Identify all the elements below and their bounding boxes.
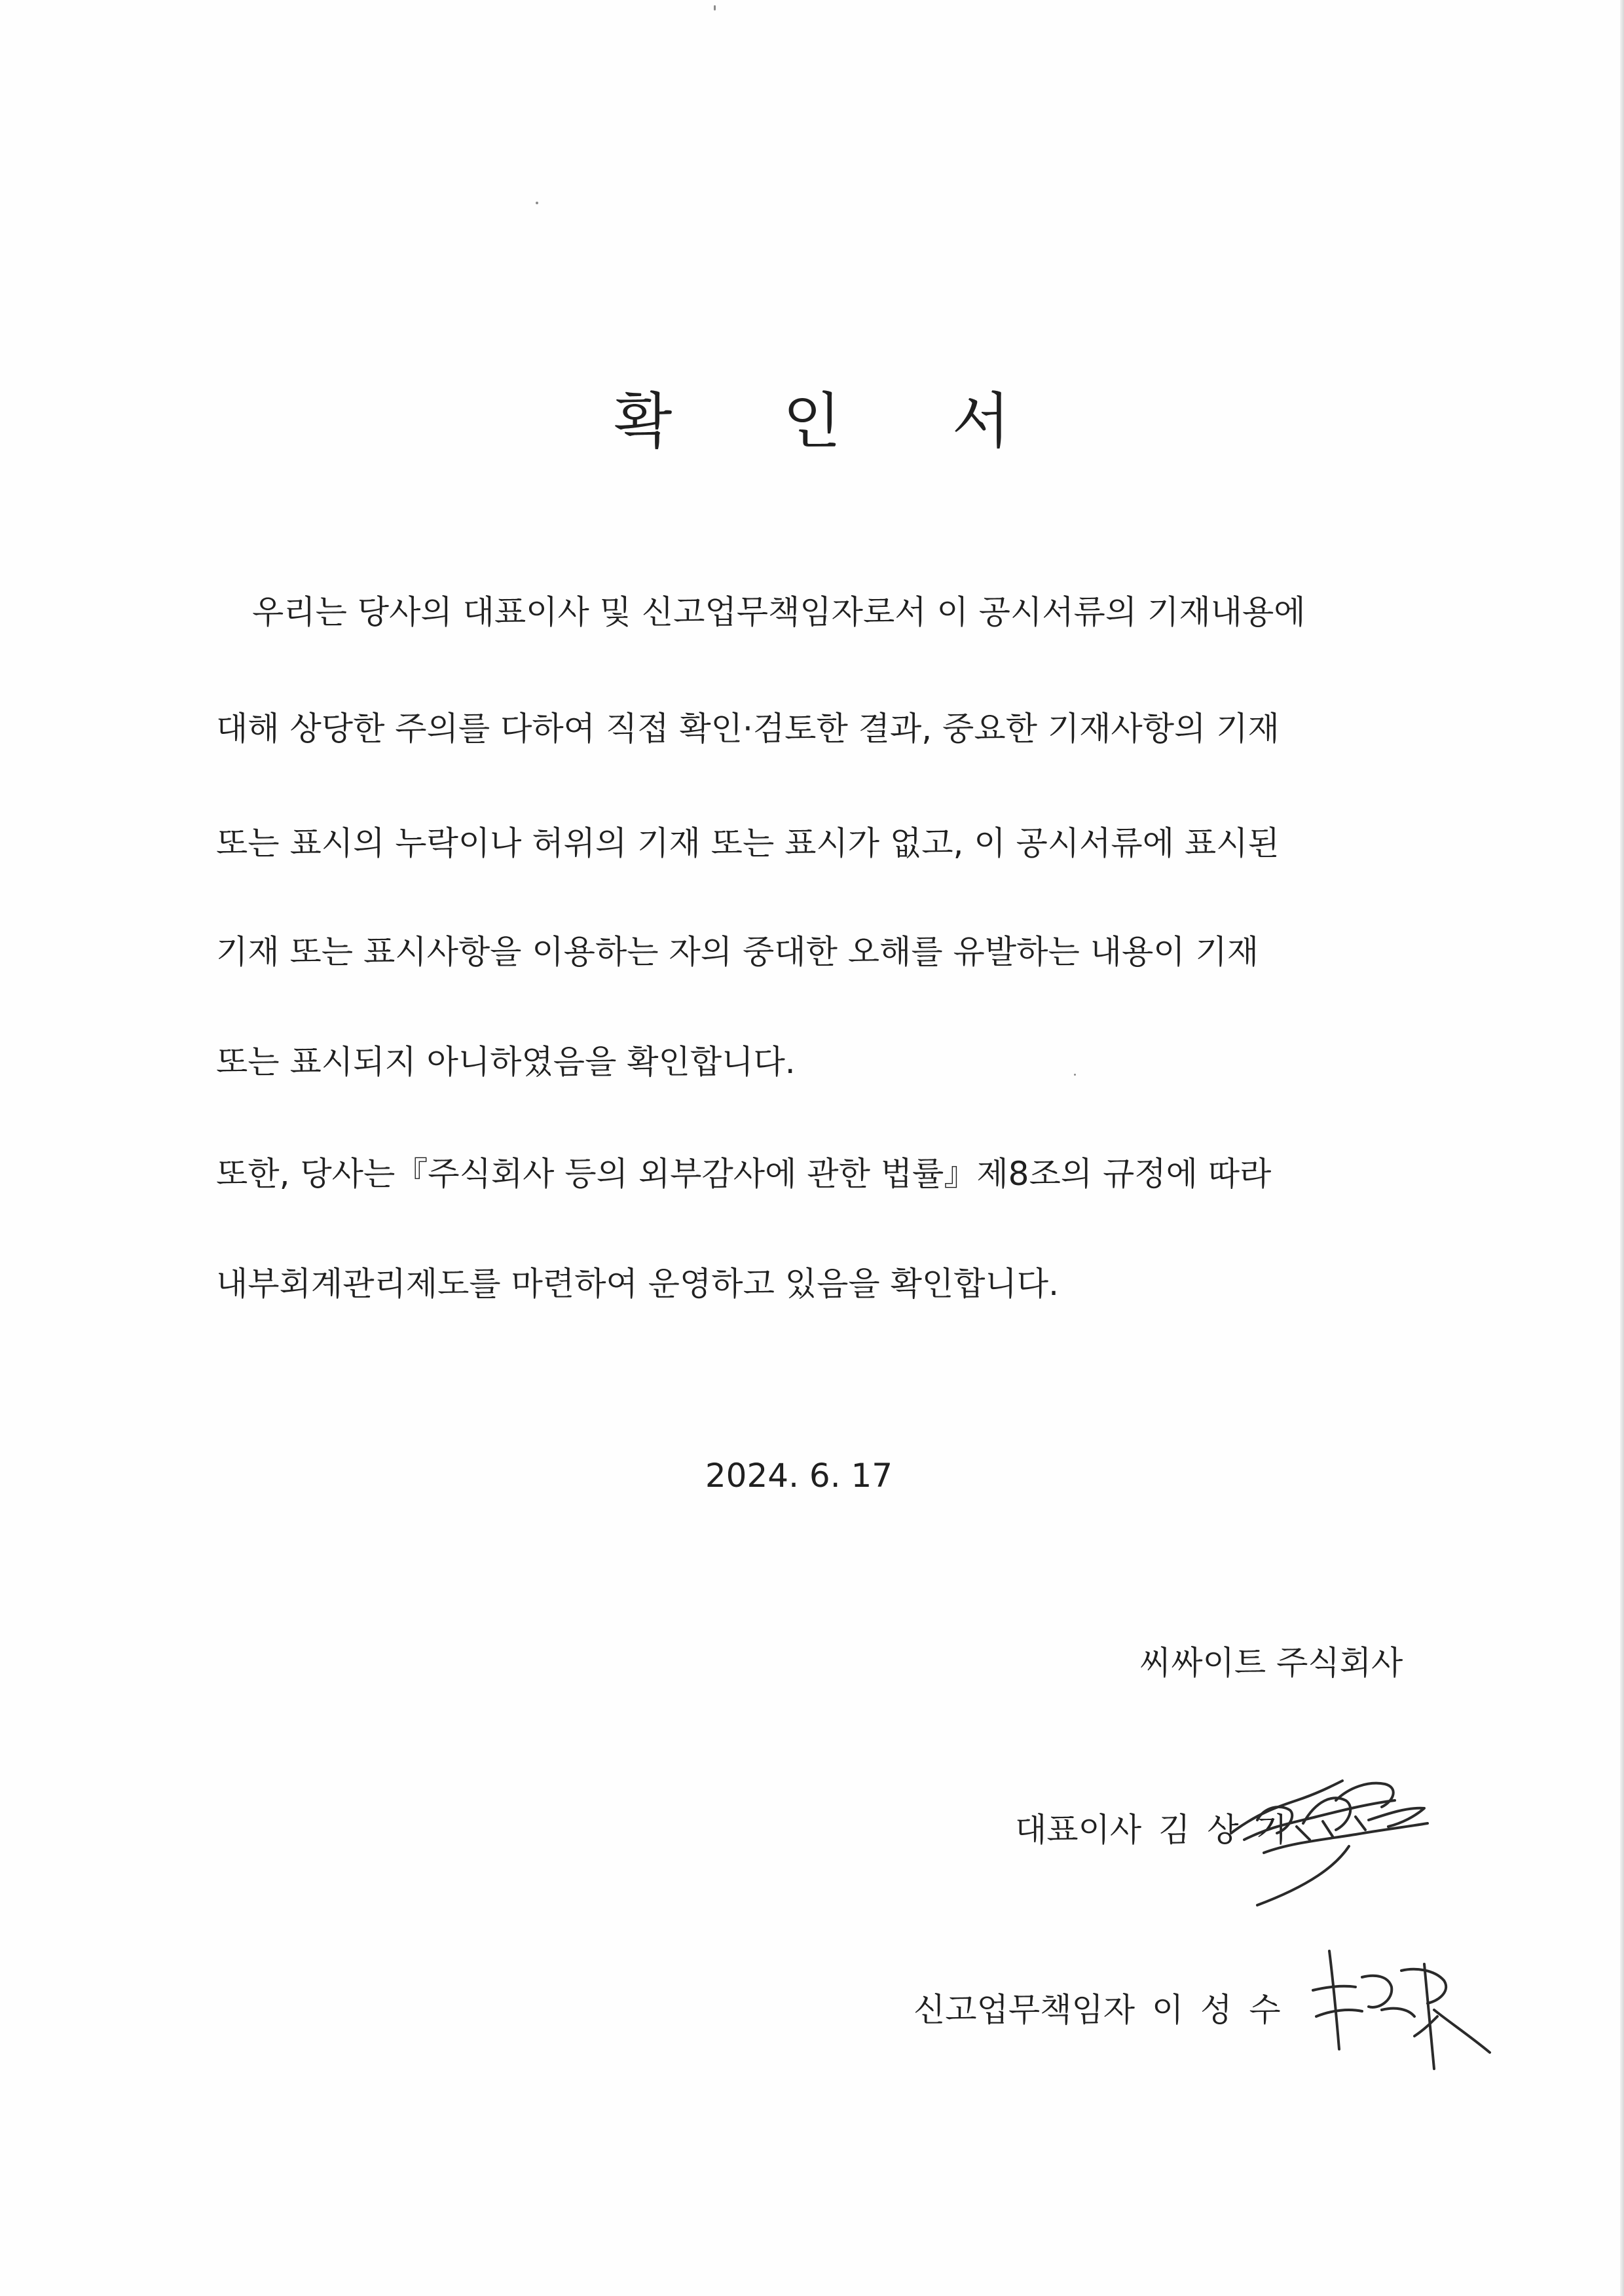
signer-disclosure-officer: 신고업무책임자 이 성 수 <box>913 1991 1281 2029</box>
company-name: 씨싸이트 주식회사 <box>1139 1644 1403 1682</box>
paragraph-2-line-1: 또한, 당사는『주식회사 등의 외부감사에 관한 법률』제8조의 규정에 따라 <box>216 1155 1272 1193</box>
paragraph-1-line-2: 대해 상당한 주의를 다하여 직접 확인·검토한 결과, 중요한 기재사항의 기재 <box>216 710 1280 748</box>
ceo-signature <box>1218 1761 1480 1918</box>
paragraph-1-line-1: 우리는 당사의 대표이사 및 신고업무책임자로서 이 공시서류의 기재내용에 <box>252 593 1306 631</box>
paragraph-1-line-5: 또는 표시되지 아니하였음을 확인합니다. <box>216 1043 796 1081</box>
paragraph-1-line-4: 기재 또는 표시사항을 이용하는 자의 중대한 오해를 유발하는 내용이 기재 <box>216 933 1259 971</box>
document-title: 확 인 서 <box>614 386 1056 456</box>
officer-signature <box>1303 1938 1500 2082</box>
scan-speck <box>714 5 716 10</box>
paragraph-1-line-3: 또는 표시의 누락이나 허위의 기재 또는 표시가 없고, 이 공시서류에 표시된 <box>216 824 1280 862</box>
paragraph-2-line-2: 내부회계관리제도를 마련하여 운영하고 있음을 확인합니다. <box>216 1265 1059 1303</box>
signer-ceo: 대표이사 김 상 기 <box>1015 1811 1287 1849</box>
document-date: 2024. 6. 17 <box>705 1457 893 1495</box>
scan-speck <box>536 202 538 204</box>
page-edge <box>1620 0 1624 2296</box>
